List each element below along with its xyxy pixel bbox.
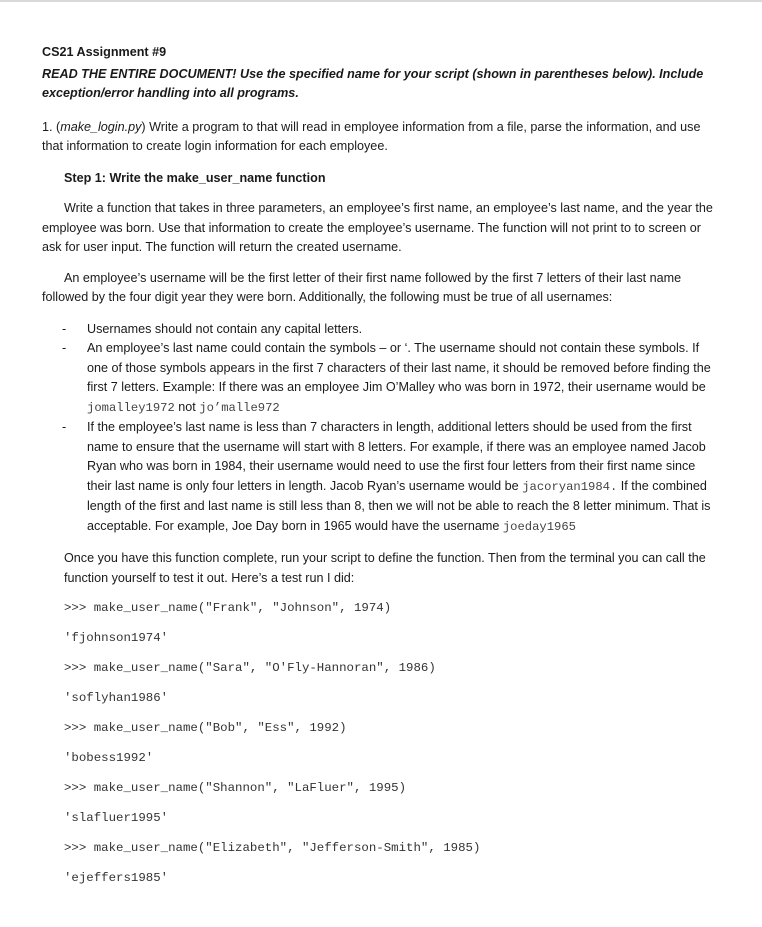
rule-3-text: If the employee’s last name is less than 7 characters in length, additional letters should be used from the first name to ensure that the username will start with 8 letters. For example, if there was an employee named Jacob Ryan who was born in 1984, their username would need to use the first four letters from their first name since their last name is only four letters in length. Jacob Ryan’s username would be: [87, 420, 706, 493]
page-top-border: [0, 0, 762, 2]
assignment-instructions: READ THE ENTIRE DOCUMENT! Use the specified name for your script (shown in parentheses below). Include exception/error handling into all programs.: [42, 66, 704, 100]
step-1-paragraph-2: An employee’s username will be the first letter of their first name followed by the first 7 letters of their last name followed by the four digit year they were born. Additionally, the following must be true of all usernames:: [42, 270, 682, 304]
rule-2-not: not: [178, 399, 196, 414]
test-result: 'slafluer1995': [64, 811, 169, 825]
rule-item: [42, 339, 722, 418]
question-1: [42, 118, 722, 157]
test-result: 'fjohnson1974': [64, 631, 169, 645]
username-rules-list: [42, 320, 722, 538]
list-dash: -: [62, 341, 67, 355]
rule-1-text: Usernames should not contain any capital letters.: [87, 321, 363, 336]
step-1-heading: Step 1: Write the make_user_name function: [64, 170, 326, 185]
rule-2-bad-example: jo’malle972: [199, 400, 280, 415]
test-command: >>> make_user_name("Frank", "Johnson", 1974): [64, 601, 392, 615]
rule-3-text-2: If the combined length of the first and last name is still less than 8, then we will not be able to reach the 8 letter minimum. That is acceptable. For example, Joe Day born in 1965 would have the username: [87, 478, 711, 533]
test-command: >>> make_user_name("Bob", "Ess", 1992): [64, 721, 347, 735]
document-page: [42, 43, 722, 888]
list-dash: -: [62, 321, 67, 336]
script-name: make_login.py: [60, 119, 142, 134]
rule-3-example-2: joeday1965: [502, 519, 576, 534]
rule-item: [42, 418, 722, 537]
question-number: 1. (: [42, 119, 61, 134]
step-1-paragraph-1: Write a function that takes in three parameters, an employee’s first name, an employee’s last name, and the year the employee was born. Use that information to create the employee’s username. The function will not print to to screen or ask for user input. The function will return the created username.: [42, 201, 713, 254]
rule-2-text: An employee’s last name could contain the symbols – or ‘. The username should not contain these symbols. If one of those symbols appears in the first 7 characters of their last name, it should be removed before finding the first 7 letters. Example: If there was an employee Jim O’Malley who was born in 1972, their username would be: [87, 341, 711, 394]
rule-item: [42, 320, 722, 340]
test-command: >>> make_user_name("Shannon", "LaFluer", 1995): [64, 781, 407, 795]
assignment-title: CS21 Assignment #9: [42, 45, 167, 59]
test-command: >>> make_user_name("Elizabeth", "Jefferson-Smith", 1985): [64, 841, 481, 855]
test-run-intro: Once you have this function complete, run your script to define the function. Then from the terminal you can call the function yourself to test it out. Here’s a test run I did:: [64, 551, 706, 585]
test-result: 'bobess1992': [64, 751, 154, 765]
test-result: 'ejeffers1985': [64, 871, 169, 885]
test-result: 'soflyhan1986': [64, 691, 169, 705]
test-run-block: [42, 599, 722, 888]
list-dash: -: [62, 420, 67, 434]
rule-3-example: jacoryan1984.: [522, 479, 618, 494]
rule-2-good-example: jomalley1972: [87, 400, 175, 415]
test-command: >>> make_user_name("Sara", "O'Fly-Hannoran", 1986): [64, 661, 436, 675]
question-text: ) Write a program to that will read in employee information from a file, parse the information, and use that information to create login information for each employee.: [42, 119, 701, 153]
